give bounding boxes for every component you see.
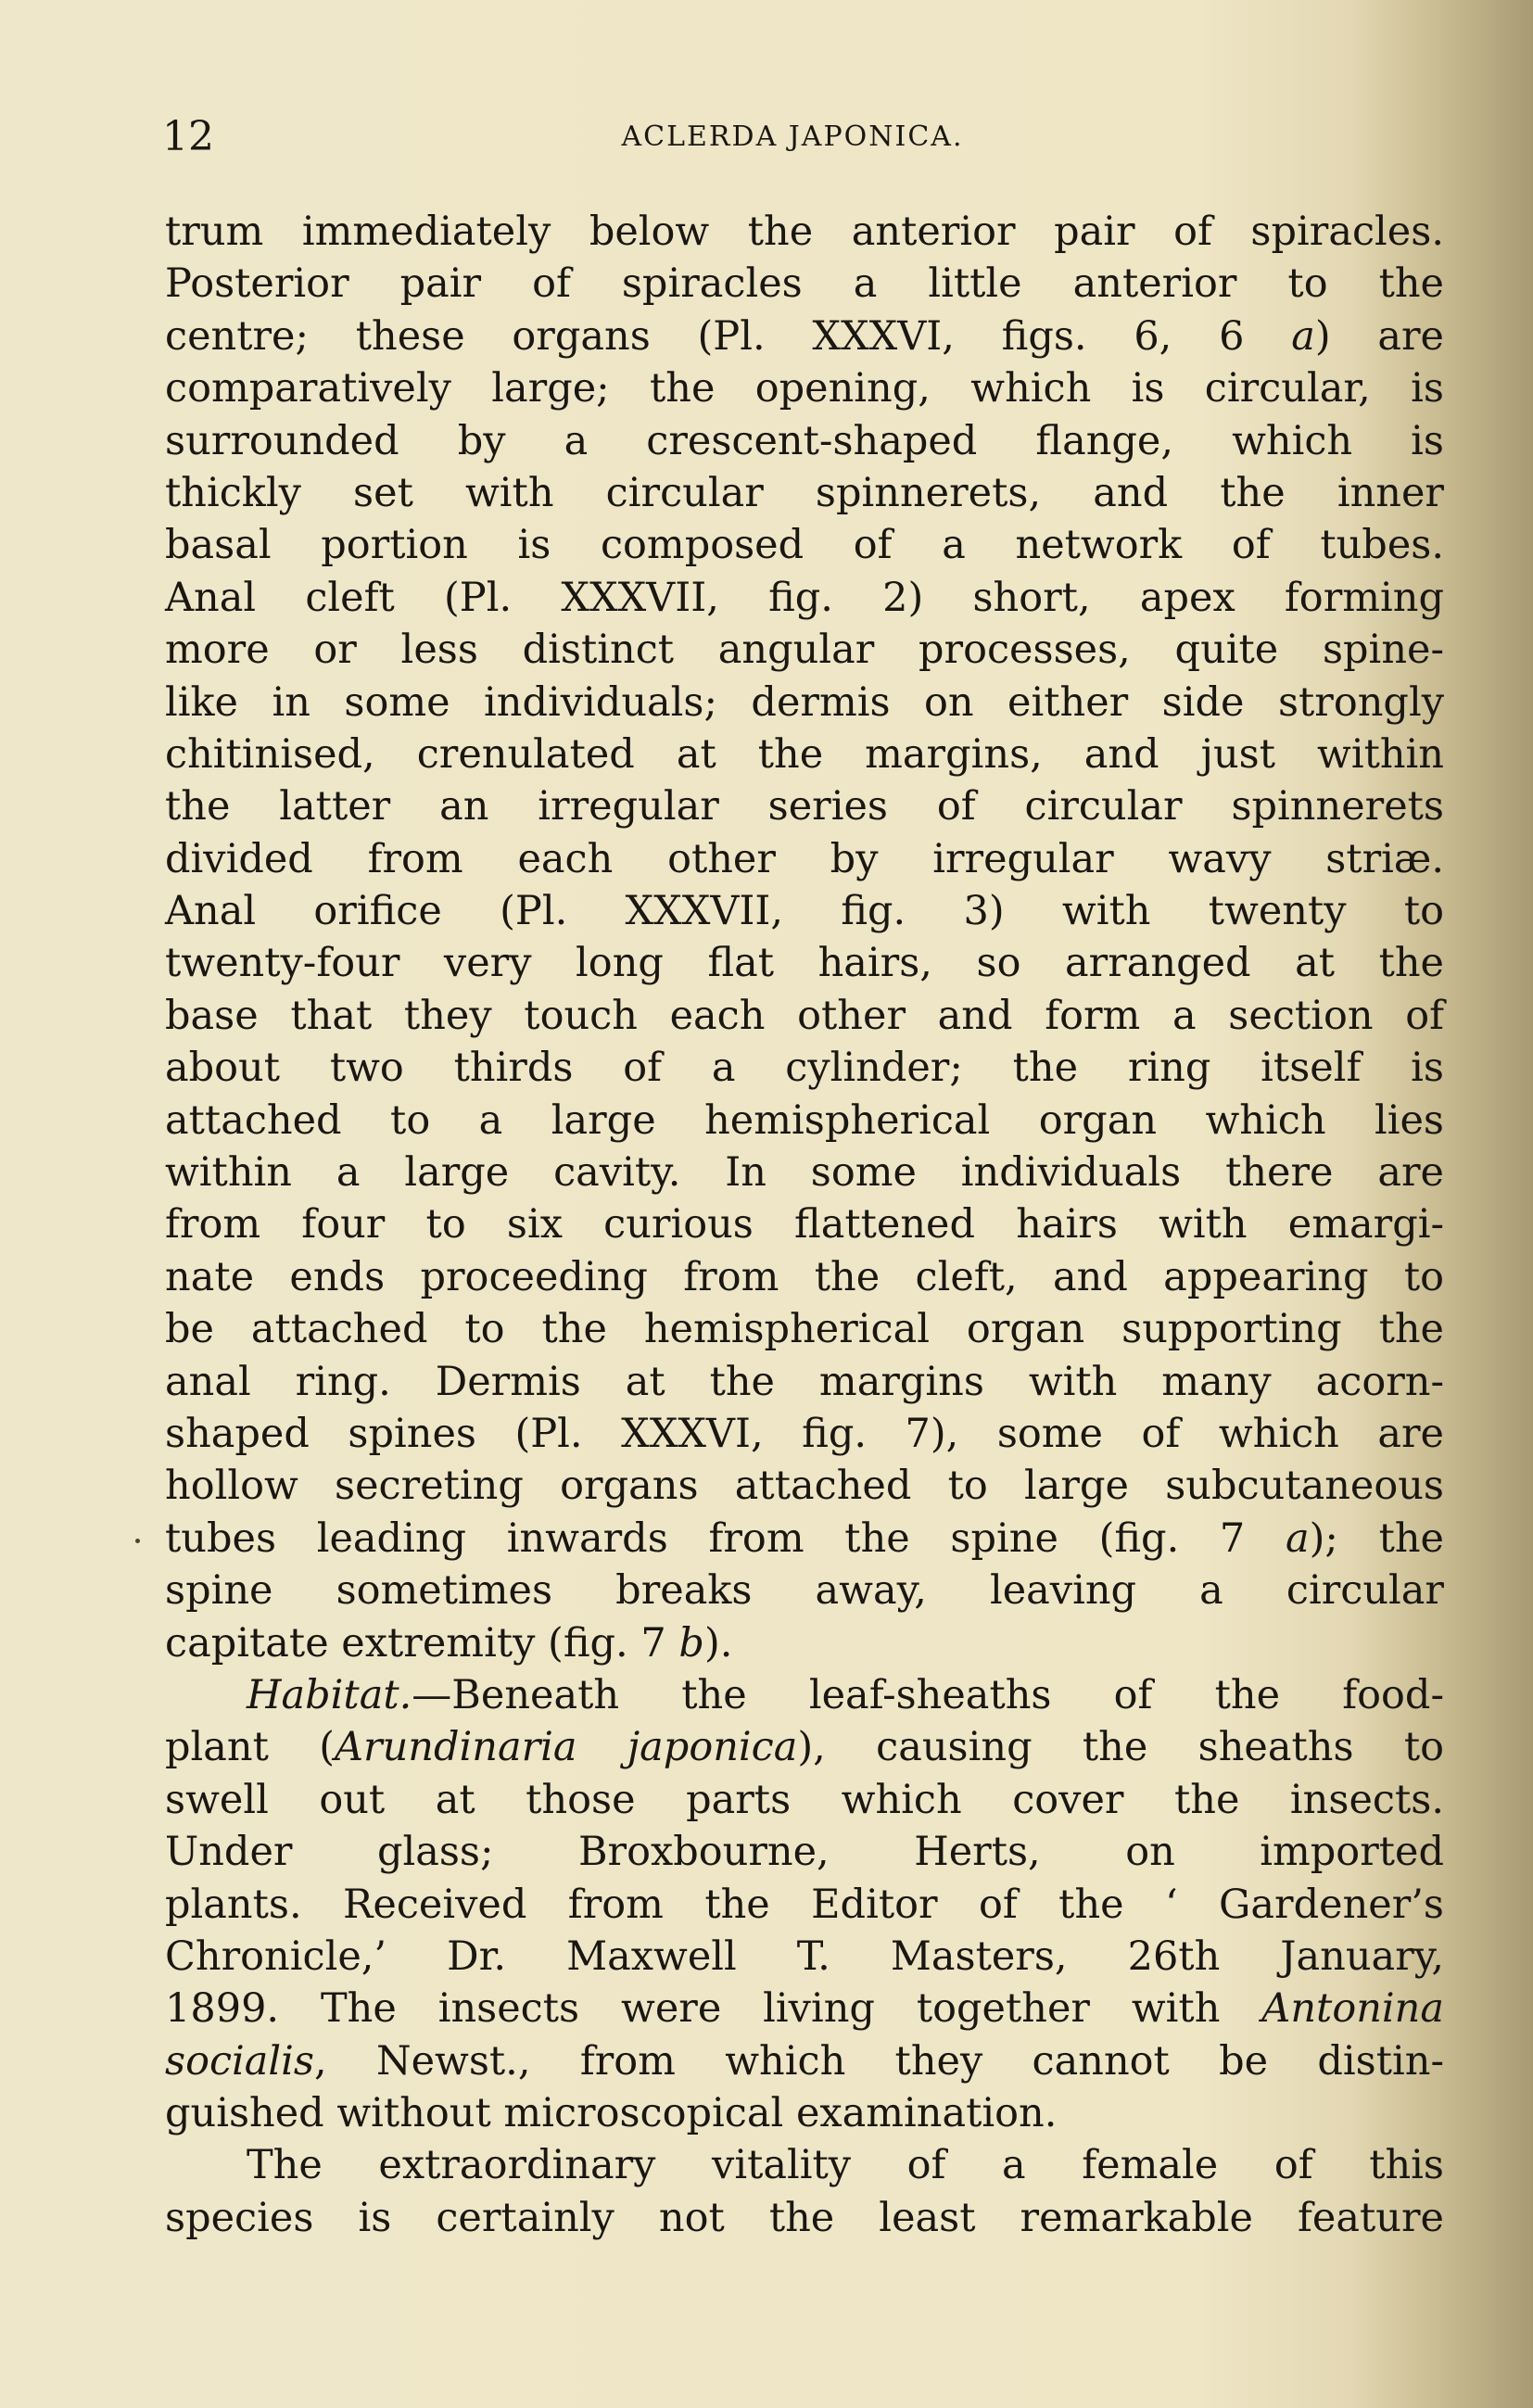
text-line: plant (Arundinaria japonica), causing the sheaths to — [165, 1724, 1444, 1771]
text-line: thickly set with circular spinnerets, and the inner — [165, 469, 1444, 516]
text-line: shaped spines (Pl. XXXVI, fig. 7), some of which are — [165, 1410, 1444, 1457]
page-header — [162, 109, 1441, 165]
text-line: 1899. The insects were living together with Antonina — [165, 1985, 1444, 2033]
text-line: within a large cavity. In some individuals there are — [165, 1149, 1444, 1197]
text-line: The extraordinary vitality of a female of this — [247, 2142, 1444, 2189]
text-line: Posterior pair of spiracles a little anterior to the — [165, 260, 1444, 308]
text-line: trum immediately below the anterior pair of spiracles. — [165, 209, 1444, 255]
running-title: ACLERDA JAPONICA. — [621, 120, 964, 153]
text-line: capitate extremity (fig. 7 b). — [165, 1619, 733, 1667]
text-line: more or less distinct angular processes, quite spine- — [165, 627, 1444, 674]
text-line: Under glass; Broxbourne, Herts, on imported — [165, 1829, 1444, 1876]
text-line: spine sometimes breaks away, leaving a circular — [165, 1567, 1444, 1615]
text-line: divided from each other by irregular wavy striæ. — [165, 835, 1444, 882]
text-line: chitinised, crenulated at the margins, and just within — [165, 730, 1444, 778]
text-line: Chronicle,’ Dr. Maxwell T. Masters, 26th January, — [165, 1933, 1444, 1980]
text-line: centre; these organs (Pl. XXXVI, figs. 6, 6 a) are — [165, 312, 1444, 360]
text-line: socialis, Newst., from which they cannot be distin- — [165, 2037, 1444, 2085]
body-text — [165, 206, 1444, 2244]
text-line: swell out at those parts which cover the insects. — [165, 1776, 1444, 1823]
text-line: plants. Received from the Editor of the ‘ Gardener’s — [165, 1881, 1444, 1928]
text-line: Anal orifice (Pl. XXXVII, fig. 3) with twenty to — [165, 888, 1444, 935]
text-line: like in some individuals; dermis on either side strongly — [165, 678, 1444, 726]
margin-speck — [135, 1539, 140, 1543]
text-line: hollow secreting organs attached to large subcutaneous — [165, 1463, 1444, 1510]
text-line: comparatively large; the opening, which is circular, is — [165, 365, 1444, 412]
text-line: be attached to the hemispherical organ supporting the — [165, 1306, 1444, 1353]
text-line: the latter an irregular series of circular spinnerets — [165, 783, 1444, 830]
text-line: guished without microscopical examination. — [165, 2090, 1058, 2137]
text-line: attached to a large hemispherical organ which lies — [165, 1096, 1444, 1144]
text-line: basal portion is composed of a network of tubes. — [165, 522, 1444, 569]
text-line: surrounded by a crescent-shaped flange, which is — [165, 417, 1444, 464]
text-line: from four to six curious flattened hairs with emargi- — [165, 1201, 1444, 1248]
text-line: nate ends proceeding from the cleft, and appearing to — [165, 1253, 1444, 1300]
text-line: base that they touch each other and form a section of — [165, 992, 1444, 1039]
text-line: Anal cleft (Pl. XXXVII, fig. 2) short, apex forming — [165, 574, 1444, 621]
text-line: about two thirds of a cylinder; the ring itself is — [165, 1045, 1444, 1092]
text-line: tubes leading inwards from the spine (fig. 7 a); the — [165, 1515, 1445, 1562]
text-line: twenty-four very long flat hairs, so arranged at the — [165, 940, 1444, 987]
text-line: Habitat.—Beneath the leaf-sheaths of the food- — [247, 1671, 1444, 1718]
page-number: 12 — [162, 113, 214, 160]
text-line: species is certainly not the least remarkable feature — [165, 2194, 1444, 2241]
text-line: anal ring. Dermis at the margins with many acorn- — [165, 1358, 1444, 1405]
